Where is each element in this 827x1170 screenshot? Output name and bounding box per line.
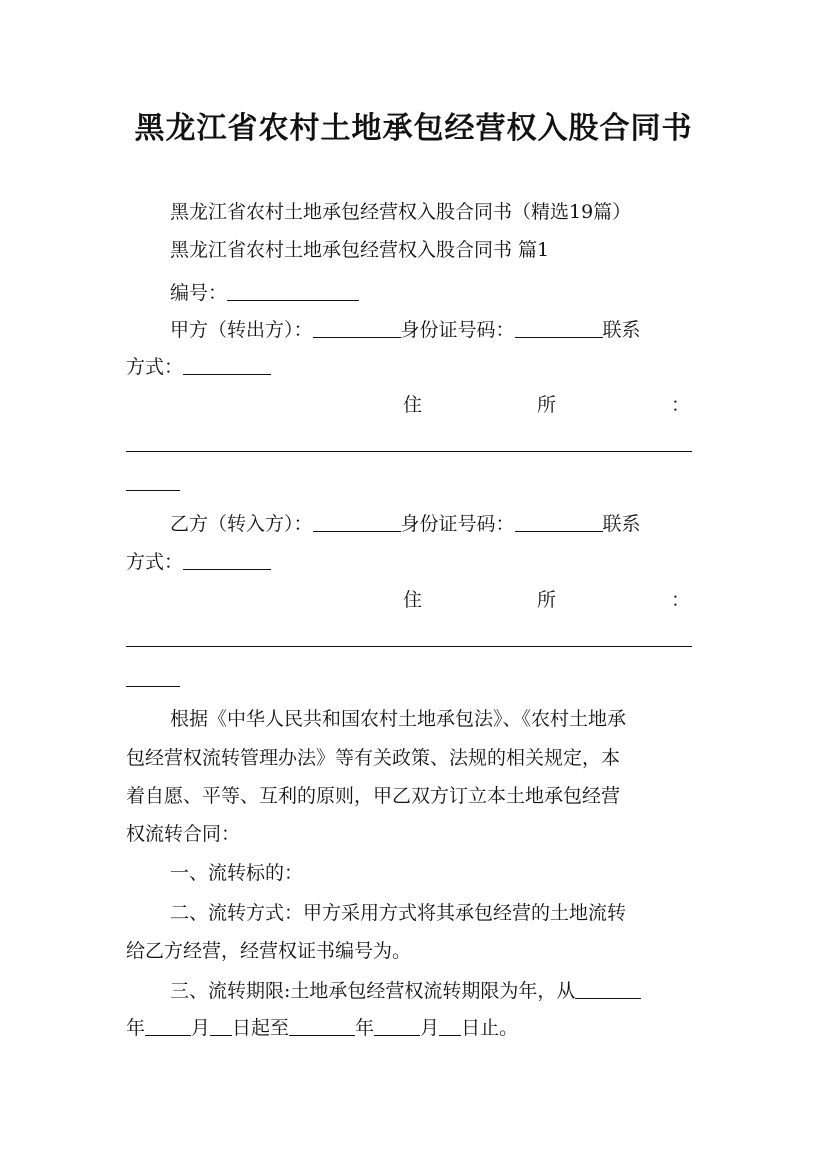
party-b-contact-label-2: 方式： <box>126 551 184 573</box>
party-b-id-label: 身份证号码： <box>400 513 515 535</box>
preamble-line: 权流转合同： <box>126 823 241 845</box>
party-a-contact-blank[interactable] <box>183 356 271 375</box>
party-a-contact-label-2: 方式： <box>126 356 184 378</box>
party-b-contact-line <box>126 550 716 574</box>
party-a-address-label <box>126 393 690 417</box>
clause-3-line <box>170 979 760 1003</box>
party-b-address-label <box>126 588 690 612</box>
month-label: 月 <box>420 1017 440 1039</box>
clause-1: 一、流转标的： <box>170 862 304 884</box>
preamble-line: 着自愿、平等、互利的原则，甲乙双方订立本土地承包经营 <box>126 785 621 807</box>
party-a-address-blank-cont[interactable] <box>126 490 180 491</box>
party-b-address-blank-cont[interactable] <box>126 686 180 687</box>
number-line <box>170 281 760 305</box>
party-b-id-blank[interactable] <box>515 513 603 532</box>
day-to-label: 日止。 <box>461 1017 519 1039</box>
address-char: 住 <box>403 589 423 611</box>
party-a-line <box>170 318 760 342</box>
start-month-blank[interactable] <box>145 1017 191 1036</box>
party-b-contact-blank[interactable] <box>183 551 271 570</box>
party-b-name-blank[interactable] <box>313 513 401 532</box>
party-a-id-blank[interactable] <box>515 319 603 338</box>
number-label: 编号： <box>170 282 228 304</box>
party-a-contact-label: 联系 <box>602 319 641 341</box>
party-b-label: 乙方（转入方）： <box>170 513 313 535</box>
clause-2-line: 二、流转方式：甲方采用方式将其承包经营的土地流转 <box>170 902 627 924</box>
preamble-line: 根据《中华人民共和国农村土地承包法》、《农村土地承 <box>170 708 627 730</box>
end-year-blank[interactable] <box>289 1017 355 1036</box>
party-a-contact-line <box>126 355 716 379</box>
day-from-label: 日起至 <box>232 1017 290 1039</box>
end-day-blank[interactable] <box>439 1017 461 1036</box>
year-label: 年 <box>126 1017 146 1039</box>
party-a-id-label: 身份证号码： <box>400 319 515 341</box>
address-char: ： <box>670 589 690 611</box>
party-a-label: 甲方（转出方）： <box>170 319 313 341</box>
month-label: 月 <box>191 1017 211 1039</box>
party-a-name-blank[interactable] <box>313 319 401 338</box>
section-heading: 黑龙江省农村土地承包经营权入股合同书 篇1 <box>170 239 550 261</box>
party-b-contact-label: 联系 <box>602 513 641 535</box>
document-title: 黑龙江省农村土地承包经营权入股合同书 <box>134 111 693 146</box>
subtitle: 黑龙江省农村土地承包经营权入股合同书（精选19篇） <box>170 201 632 223</box>
clause-3-year-blank[interactable] <box>575 980 641 999</box>
address-char: 所 <box>536 394 556 416</box>
end-month-blank[interactable] <box>374 1017 420 1036</box>
address-char: ： <box>670 394 690 416</box>
party-a-address-blank[interactable] <box>126 451 692 452</box>
year-label: 年 <box>355 1017 375 1039</box>
preamble-line: 包经营权流转管理办法》等有关政策、法规的相关规定，本 <box>126 747 621 769</box>
party-b-line <box>170 512 760 536</box>
party-b-address-blank[interactable] <box>126 646 692 647</box>
clause-3-text: 三、流转期限:土地承包经营权流转期限为年，从 <box>170 980 576 1002</box>
number-blank[interactable] <box>227 282 359 301</box>
address-char: 所 <box>536 589 556 611</box>
start-day-blank[interactable] <box>210 1017 232 1036</box>
address-char: 住 <box>403 394 423 416</box>
clause-3-dates <box>126 1016 716 1040</box>
clause-2-line: 给乙方经营，经营权证书编号为。 <box>126 940 412 962</box>
